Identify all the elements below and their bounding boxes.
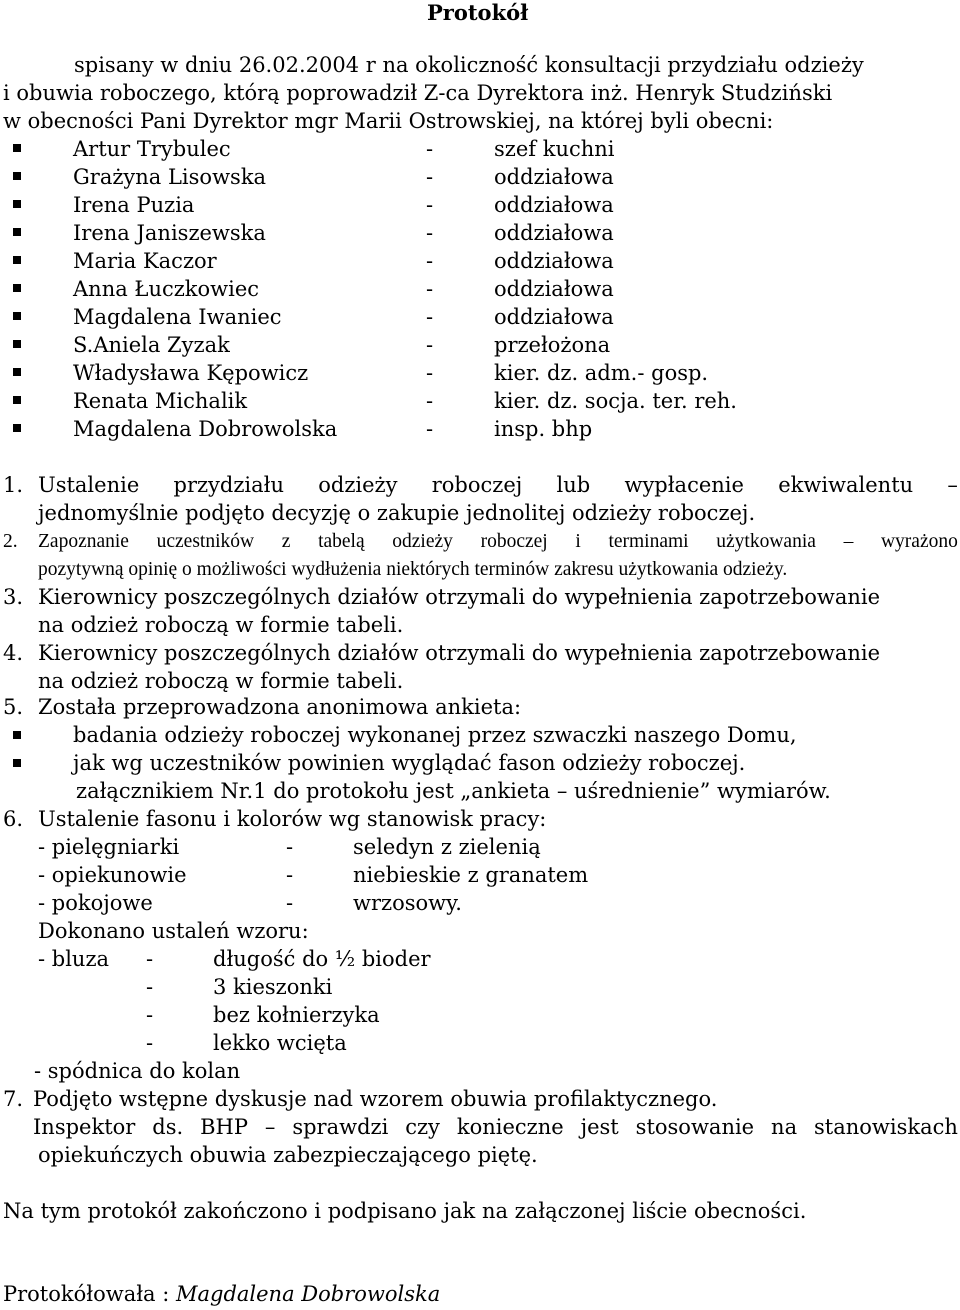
word: wyrażono xyxy=(880,531,958,552)
bluza-dash-3: - xyxy=(146,1003,154,1027)
item-3-line-1: Kierownicy poszczególnych działów otrzymali do wypełnienia zapotrzebowanie xyxy=(38,585,881,609)
color-dash-1: - xyxy=(286,835,294,859)
attendee-name: Magdalena Iwaniec xyxy=(73,305,282,329)
attendee-name: Maria Kaczor xyxy=(73,249,217,273)
color-value-2: niebieskie z granatem xyxy=(353,863,589,887)
item-4-line-2: na odzież roboczą w formie tabeli. xyxy=(38,669,404,693)
attendee-dash: - xyxy=(426,137,434,161)
item-5-number: 5. xyxy=(3,695,24,719)
item-2-number: 2. xyxy=(3,531,18,552)
item-3-line-2: na odzież roboczą w formie tabeli. xyxy=(38,613,404,637)
bullet-square-icon xyxy=(13,172,21,180)
item-3-number: 3. xyxy=(3,585,24,609)
color-dash-2: - xyxy=(286,863,294,887)
word: Zapoznanie xyxy=(38,531,129,552)
attendee-dash: - xyxy=(426,165,434,189)
bullet-square-icon xyxy=(13,228,21,236)
attendee-dash: - xyxy=(426,417,434,441)
intro-line-1: spisany w dniu 26.02.2004 r na okoliczność konsultacji przydziału odzieży xyxy=(74,53,864,77)
bullet-square-icon xyxy=(13,312,21,320)
word: odzieży xyxy=(392,531,453,552)
word: – xyxy=(947,473,958,497)
attendee-role: oddziałowa xyxy=(494,249,614,273)
word: przydziału xyxy=(173,473,284,497)
word: uczestników xyxy=(156,531,255,552)
item-6-line-1: Ustalenie fasonu i kolorów wg stanowisk pracy: xyxy=(38,807,547,831)
attendee-dash: - xyxy=(426,361,434,385)
item-5-bullet-1: badania odzieży roboczej wykonanej przez szwaczki naszego Domu, xyxy=(73,723,797,747)
word: na xyxy=(771,1115,798,1139)
attendee-role: oddziałowa xyxy=(494,221,614,245)
attendee-role: oddziałowa xyxy=(494,305,614,329)
bluza-label: - bluza xyxy=(38,947,110,971)
attendee-role: oddziałowa xyxy=(494,165,614,189)
intro-line-3: w obecności Pani Dyrektor mgr Marii Ostrowskiej, na której byli obecni: xyxy=(3,109,774,133)
bullet-square-icon xyxy=(13,424,21,432)
signature-label: Protokółowała : xyxy=(3,1282,170,1306)
attendee-dash: - xyxy=(426,249,434,273)
color-group-3: - pokojowe xyxy=(38,891,153,915)
item-4-line-1: Kierownicy poszczególnych działów otrzymali do wypełnienia zapotrzebowanie xyxy=(38,641,881,665)
word: wypłacenie xyxy=(624,473,744,497)
word: czy xyxy=(405,1115,440,1139)
intro-line-2: i obuwia roboczego, którą poprowadził Z-ca Dyrektora inż. Henryk Studziński xyxy=(3,81,833,105)
item-7-line-3: opiekuńczych obuwia zabezpieczającego piętę. xyxy=(38,1143,538,1167)
attendee-name: Irena Puzia xyxy=(73,193,195,217)
item-7-line-1: Podjęto wstępne dyskusje nad wzorem obuwia profilaktycznego. xyxy=(33,1087,718,1111)
attendee-role: kier. dz. adm.- gosp. xyxy=(494,361,709,385)
word: ds. xyxy=(152,1115,184,1139)
word: Ustalenie xyxy=(38,473,140,497)
bullet-square-icon xyxy=(13,340,21,348)
word: – xyxy=(264,1115,276,1139)
word: z xyxy=(281,531,291,552)
word: Inspektor xyxy=(33,1115,136,1139)
bluza-item-2: 3 kieszonki xyxy=(213,975,333,999)
closing-statement: Na tym protokół zakończono i podpisano jak na załączonej liście obecności. xyxy=(3,1199,807,1223)
word: stosowanie xyxy=(635,1115,755,1139)
color-group-2: - opiekunowie xyxy=(38,863,187,887)
word: terminami xyxy=(608,531,689,552)
item-7-number: 7. xyxy=(3,1087,24,1111)
bluza-dash-2: - xyxy=(146,975,154,999)
attendee-dash: - xyxy=(426,333,434,357)
word: – xyxy=(843,531,854,552)
bullet-square-icon xyxy=(13,759,21,767)
color-dash-3: - xyxy=(286,891,294,915)
color-value-3: wrzosowy. xyxy=(353,891,462,915)
word: konieczne xyxy=(456,1115,564,1139)
attendee-dash: - xyxy=(426,389,434,413)
signature-name: Magdalena Dobrowolska xyxy=(175,1282,441,1306)
color-group-1: - pielęgniarki xyxy=(38,835,180,859)
word: tabelą xyxy=(318,531,365,552)
attendee-dash: - xyxy=(426,277,434,301)
attendee-dash: - xyxy=(426,193,434,217)
attendee-name: Renata Michalik xyxy=(73,389,248,413)
bluza-item-3: bez kołnierzyka xyxy=(213,1003,380,1027)
word: BHP xyxy=(200,1115,248,1139)
attendee-role: insp. bhp xyxy=(494,417,593,441)
bullet-square-icon xyxy=(13,396,21,404)
attendee-role: szef kuchni xyxy=(494,137,615,161)
item-5-line-1: Została przeprowadzona anonimowa ankieta: xyxy=(38,695,522,719)
attendee-name: Władysława Kępowicz xyxy=(73,361,309,385)
attendee-dash: - xyxy=(426,305,434,329)
bluza-dash-1: - xyxy=(146,947,154,971)
attendee-dash: - xyxy=(426,221,434,245)
bullet-square-icon xyxy=(13,284,21,292)
word: lub xyxy=(556,473,591,497)
item-1-line-2: jednomyślnie podjęto decyzję o zakupie jednolitej odzieży roboczej. xyxy=(38,501,756,525)
item-5-attachment: załącznikiem Nr.1 do protokołu jest „ankieta – uśrednienie” wymiarów. xyxy=(76,779,831,803)
word: odzieży xyxy=(318,473,398,497)
document-title: Protokół xyxy=(427,0,529,25)
attendee-role: oddziałowa xyxy=(494,277,614,301)
attendee-name: Artur Trybulec xyxy=(73,137,231,161)
word: stanowiskach xyxy=(814,1115,958,1139)
bullet-square-icon xyxy=(13,368,21,376)
spodnica-line: - spódnica do kolan xyxy=(34,1059,241,1083)
bullet-square-icon xyxy=(13,731,21,739)
item-2-line-2: pozytywną opinię o możliwości wydłużenia niektórych terminów zakresu użytkowania odzieży. xyxy=(38,559,788,580)
attendee-name: Magdalena Dobrowolska xyxy=(73,417,338,441)
attendee-role: oddziałowa xyxy=(494,193,614,217)
bluza-item-4: lekko wcięta xyxy=(213,1031,347,1055)
word: użytkowania xyxy=(716,531,816,552)
item-2-line-1 xyxy=(38,532,958,552)
bullet-square-icon xyxy=(13,144,21,152)
pattern-title: Dokonano ustaleń wzoru: xyxy=(38,919,309,943)
item-7-line-2 xyxy=(33,1117,958,1138)
item-1-number: 1. xyxy=(3,473,24,497)
attendee-name: Irena Janiszewska xyxy=(73,221,266,245)
word: jest xyxy=(580,1115,619,1139)
item-4-number: 4. xyxy=(3,641,24,665)
word: i xyxy=(575,531,581,552)
item-6-number: 6. xyxy=(3,807,24,831)
attendee-name: S.Aniela Zyzak xyxy=(73,333,230,357)
bluza-item-1: długość do ½ bioder xyxy=(213,947,431,971)
item-5-bullet-2: jak wg uczestników powinien wyglądać fason odzieży roboczej. xyxy=(73,751,746,775)
word: roboczej xyxy=(431,473,523,497)
word: sprawdzi xyxy=(292,1115,389,1139)
signature-line xyxy=(3,1284,440,1305)
attendee-role: przełożona xyxy=(494,333,611,357)
attendee-name: Grażyna Lisowska xyxy=(73,165,267,189)
bullet-square-icon xyxy=(13,256,21,264)
bluza-dash-4: - xyxy=(146,1031,154,1055)
bullet-square-icon xyxy=(13,200,21,208)
item-1-line-1 xyxy=(38,475,958,496)
attendee-role: kier. dz. socja. ter. reh. xyxy=(494,389,737,413)
attendee-name: Anna Łuczkowiec xyxy=(73,277,260,301)
color-value-1: seledyn z zielenią xyxy=(353,835,541,859)
word: roboczej xyxy=(480,531,548,552)
word: ekwiwalentu xyxy=(778,473,914,497)
